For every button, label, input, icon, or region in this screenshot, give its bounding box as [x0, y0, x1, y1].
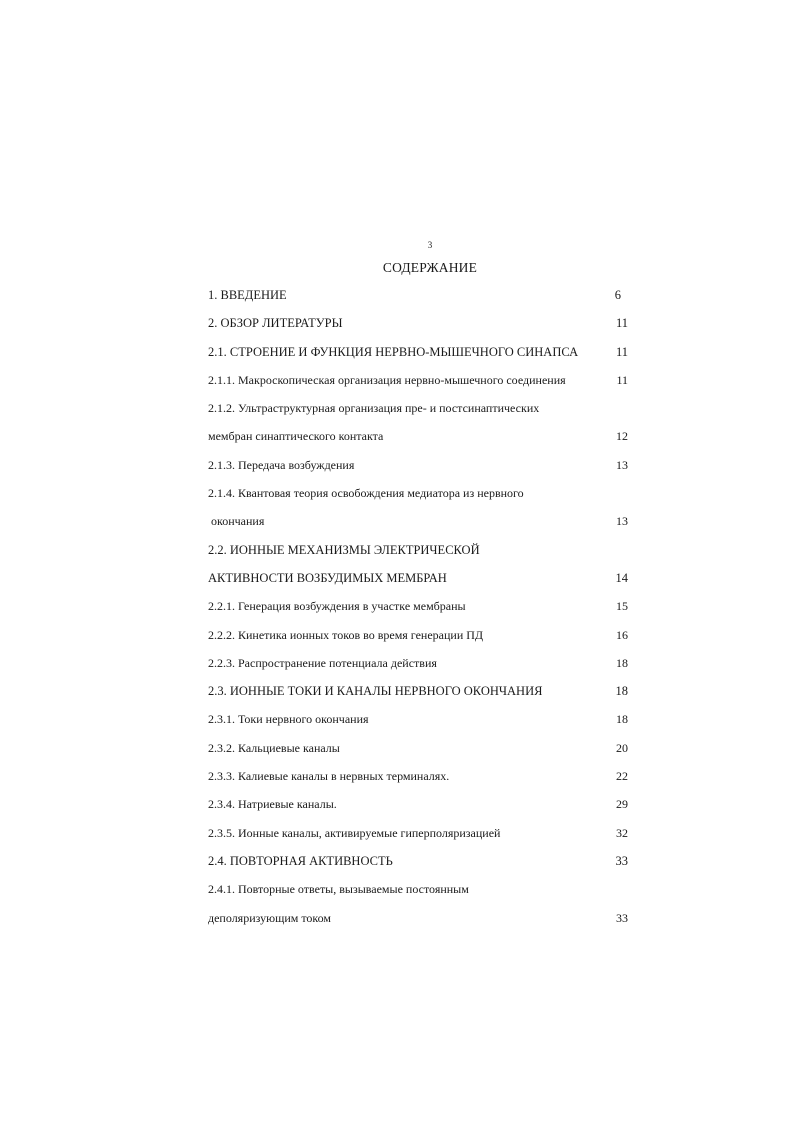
- toc-entry-label: 2.2. ИОННЫЕ МЕХАНИЗМЫ ЭЛЕКТРИЧЕСКОЙ: [208, 542, 480, 557]
- toc-entry: [208, 822, 628, 850]
- toc-entry-label: 2.1.3. Передача возбуждения: [208, 457, 355, 472]
- toc-entry: [208, 652, 628, 680]
- toc-entry: [208, 341, 628, 369]
- toc-entry-label: 2.1.1. Макроскопическая организация нервно-мышечного соединения: [208, 372, 566, 387]
- table-of-contents: [208, 284, 628, 935]
- toc-entry-page: 14: [615, 570, 628, 585]
- toc-entry: [208, 284, 628, 312]
- toc-entry-page: 18: [616, 712, 628, 727]
- page-number: 3: [427, 240, 433, 250]
- toc-entry: [208, 907, 628, 935]
- toc-entry-page: 20: [616, 740, 628, 755]
- toc-entry-label: АКТИВНОСТИ ВОЗБУДИМЫХ МЕМБРАН: [208, 570, 447, 585]
- toc-entry-label: 2.3.1. Токи нервного окончания: [208, 712, 369, 727]
- toc-entry: [208, 680, 628, 708]
- toc-entry-page: 12: [616, 429, 628, 444]
- toc-entry-page: 13: [616, 514, 628, 529]
- toc-entry: [208, 595, 628, 623]
- toc-entry-label: 2.2.1. Генерация возбуждения в участке мембраны: [208, 599, 466, 614]
- toc-entry: [208, 425, 628, 453]
- toc-entry-label: мембран синаптического контакта: [208, 429, 384, 444]
- toc-entry-page: 13: [616, 457, 628, 472]
- toc-entry: [208, 878, 628, 906]
- toc-entry-label: 2.2.3. Распространение потенциала действия: [208, 655, 437, 670]
- toc-entry-page: 18: [615, 684, 628, 699]
- toc-entry: [208, 624, 628, 652]
- toc-entry-label: 2.1.4. Квантовая теория освобождения медиатора из нервного: [208, 486, 524, 501]
- toc-entry-label: 2.1.2. Ультраструктурная организация пре- и постсинаптических: [208, 401, 540, 416]
- toc-entry: [208, 737, 628, 765]
- toc-entry-page: 33: [615, 853, 628, 868]
- toc-entry: [208, 708, 628, 736]
- toc-entry-label: 2. ОБЗОР ЛИТЕРАТУРЫ: [208, 316, 343, 331]
- toc-entry: [208, 510, 628, 538]
- toc-entry-label: 2.2.2. Кинетика ионных токов во время генерации ПД: [208, 627, 484, 642]
- toc-entry-page: 11: [615, 344, 628, 359]
- toc-entry-page: 22: [616, 769, 628, 784]
- toc-entry-page: 11: [615, 316, 628, 331]
- toc-entry-page: 33: [616, 910, 628, 925]
- toc-entry: [208, 539, 628, 567]
- toc-entry-page: 16: [616, 627, 628, 642]
- toc-entry-label: 2.1. СТРОЕНИЕ И ФУНКЦИЯ НЕРВНО-МЫШЕЧНОГО СИНАПСА: [208, 344, 579, 359]
- toc-entry: [208, 454, 628, 482]
- toc-entry-label: окончания: [211, 514, 265, 529]
- toc-entry-page: 15: [616, 599, 628, 614]
- toc-entry-label: 2.4.1. Повторные ответы, вызываемые постоянным: [208, 882, 469, 897]
- toc-entry: [208, 765, 628, 793]
- toc-entry-label: деполяризующим током: [208, 910, 332, 925]
- toc-entry-page: 18: [616, 655, 628, 670]
- toc-entry-label: 2.4. ПОВТОРНАЯ АКТИВНОСТЬ: [208, 853, 393, 868]
- toc-entry: [208, 793, 628, 821]
- toc-entry-page: 11: [616, 372, 628, 387]
- toc-entry: [208, 369, 628, 397]
- toc-entry: [208, 482, 628, 510]
- toc-entry-label: 1. ВВЕДЕНИЕ: [208, 288, 287, 302]
- toc-entry-label: 2.3.4. Натриевые каналы.: [208, 797, 337, 812]
- toc-entry-page: 32: [616, 825, 628, 840]
- toc-title: СОДЕРЖАНИЕ: [382, 260, 478, 275]
- toc-entry-label: 2.3.3. Калиевые каналы в нервных терминалях.: [208, 769, 450, 784]
- toc-entry: [208, 312, 628, 340]
- toc-entry-page: 29: [616, 797, 628, 812]
- toc-entry: [208, 567, 628, 595]
- toc-entry: [208, 850, 628, 878]
- toc-entry-label: 2.3.5. Ионные каналы, активируемые гиперполяризацией: [208, 825, 501, 840]
- toc-entry-page: 6: [614, 288, 621, 302]
- toc-entry: [208, 397, 628, 425]
- toc-entry-label: 2.3.2. Кальциевые каналы: [208, 740, 340, 755]
- toc-entry-label: 2.3. ИОННЫЕ ТОКИ И КАНАЛЫ НЕРВНОГО ОКОНЧАНИЯ: [208, 684, 543, 699]
